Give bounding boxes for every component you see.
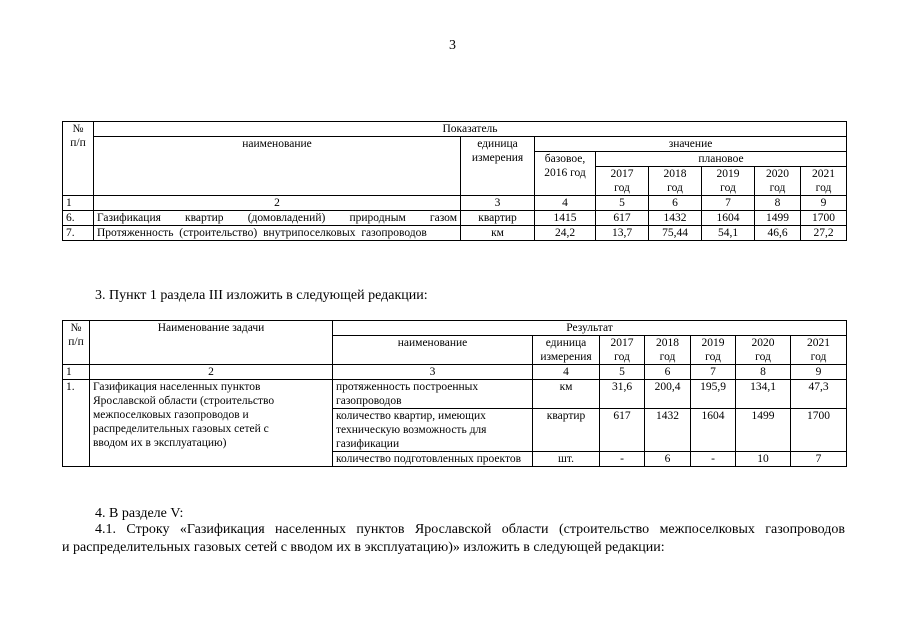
result-value: 1432 [645,409,691,452]
result-value: - [600,452,645,467]
result-value: 1700 [791,409,847,452]
column-number: 2 [94,196,461,211]
col-header-unit: единица измерения [533,336,600,365]
tasks-table [62,320,847,467]
result-unit: квартир [533,409,600,452]
col-header-year: 2018 год [645,336,691,365]
indicator-value: 24,2 [535,226,596,241]
result-value: 7 [791,452,847,467]
col-header-name: наименование [94,137,461,196]
col-header-task: Наименование задачи [90,321,333,365]
row-number: 7. [63,226,94,241]
column-number: 9 [791,365,847,380]
column-number: 6 [649,196,702,211]
col-header-indicator: Показатель [94,122,847,137]
paragraph-section-3: 3. Пункт 1 раздела III изложить в следующей редакции: [95,288,428,303]
result-value: - [691,452,736,467]
result-value: 195,9 [691,380,736,409]
column-number: 1 [63,365,90,380]
table-row [63,380,847,409]
paragraph-4-1-line-1: 4.1. Строку «Газификация населенных пунктов Ярославской области (строительство межпоселковых газопроводов [95,522,845,537]
indicator-value: 1604 [702,211,755,226]
paragraph-section-4: 4. В разделе V: [95,506,184,521]
indicator-value: 1415 [535,211,596,226]
indicator-value: 1700 [801,211,847,226]
result-value: 200,4 [645,380,691,409]
col-header-unit: единица измерения [461,137,535,196]
indicator-unit: квартир [461,211,535,226]
column-number: 4 [535,196,596,211]
indicator-unit: км [461,226,535,241]
col-header-no: № п/п [63,321,90,365]
result-value: 1499 [736,409,791,452]
column-number: 5 [596,196,649,211]
indicator-value: 27,2 [801,226,847,241]
result-value: 1604 [691,409,736,452]
col-header-base: базовое, 2016 год [535,152,596,196]
column-number: 7 [691,365,736,380]
col-header-year: 2017 год [600,336,645,365]
column-number: 8 [755,196,801,211]
col-header-year: 2019 год [691,336,736,365]
indicator-value: 1499 [755,211,801,226]
indicator-value: 1432 [649,211,702,226]
table-row [63,211,847,226]
column-number: 2 [90,365,333,380]
task-name: Газификация населенных пунктов Ярославской области (строительство межпоселковых газопроводов и распределительных газовых сетей с вводом их в эксплуатацию) [90,380,333,467]
result-value: 134,1 [736,380,791,409]
numbering-row [63,196,847,211]
column-number: 9 [801,196,847,211]
indicator-name: Газификация квартир (домовладений) природным газом [94,211,461,226]
indicator-value: 54,1 [702,226,755,241]
indicator-name: Протяженность (строительство) внутрипоселковых газопроводов [94,226,461,241]
result-name: количество подготовленных проектов [333,452,533,467]
column-number: 4 [533,365,600,380]
col-header-year: 2017 год [596,167,649,196]
indicator-value: 617 [596,211,649,226]
table-row [63,226,847,241]
column-number: 3 [333,365,533,380]
column-number: 3 [461,196,535,211]
result-value: 617 [600,409,645,452]
result-value: 6 [645,452,691,467]
col-header-name: наименование [333,336,533,365]
result-value: 47,3 [791,380,847,409]
paragraph-4-1-line-2: и распределительных газовых сетей с вводом их в эксплуатацию)» изложить в следующей редакции: [62,540,665,555]
column-number: 1 [63,196,94,211]
col-header-year: 2019 год [702,167,755,196]
row-number: 6. [63,211,94,226]
col-header-planned: плановое [596,152,847,167]
result-value: 10 [736,452,791,467]
col-header-year: 2021 год [801,167,847,196]
indicator-value: 46,6 [755,226,801,241]
indicator-value: 13,7 [596,226,649,241]
col-header-year: 2020 год [755,167,801,196]
row-number: 1. [63,380,90,467]
indicator-value: 75,44 [649,226,702,241]
col-header-no: № п/п [63,122,94,196]
result-name: количество квартир, имеющих техническую возможность для газификации [333,409,533,452]
column-number: 7 [702,196,755,211]
result-name: протяженность построенных газопроводов [333,380,533,409]
column-number: 8 [736,365,791,380]
result-unit: км [533,380,600,409]
indicators-table [62,121,847,241]
column-number: 5 [600,365,645,380]
page-number: 3 [449,38,456,53]
col-header-year: 2021 год [791,336,847,365]
col-header-year: 2018 год [649,167,702,196]
column-number: 6 [645,365,691,380]
result-unit: шт. [533,452,600,467]
result-value: 31,6 [600,380,645,409]
col-header-year: 2020 год [736,336,791,365]
numbering-row [63,365,847,380]
col-header-value: значение [535,137,847,152]
col-header-result: Результат [333,321,847,336]
